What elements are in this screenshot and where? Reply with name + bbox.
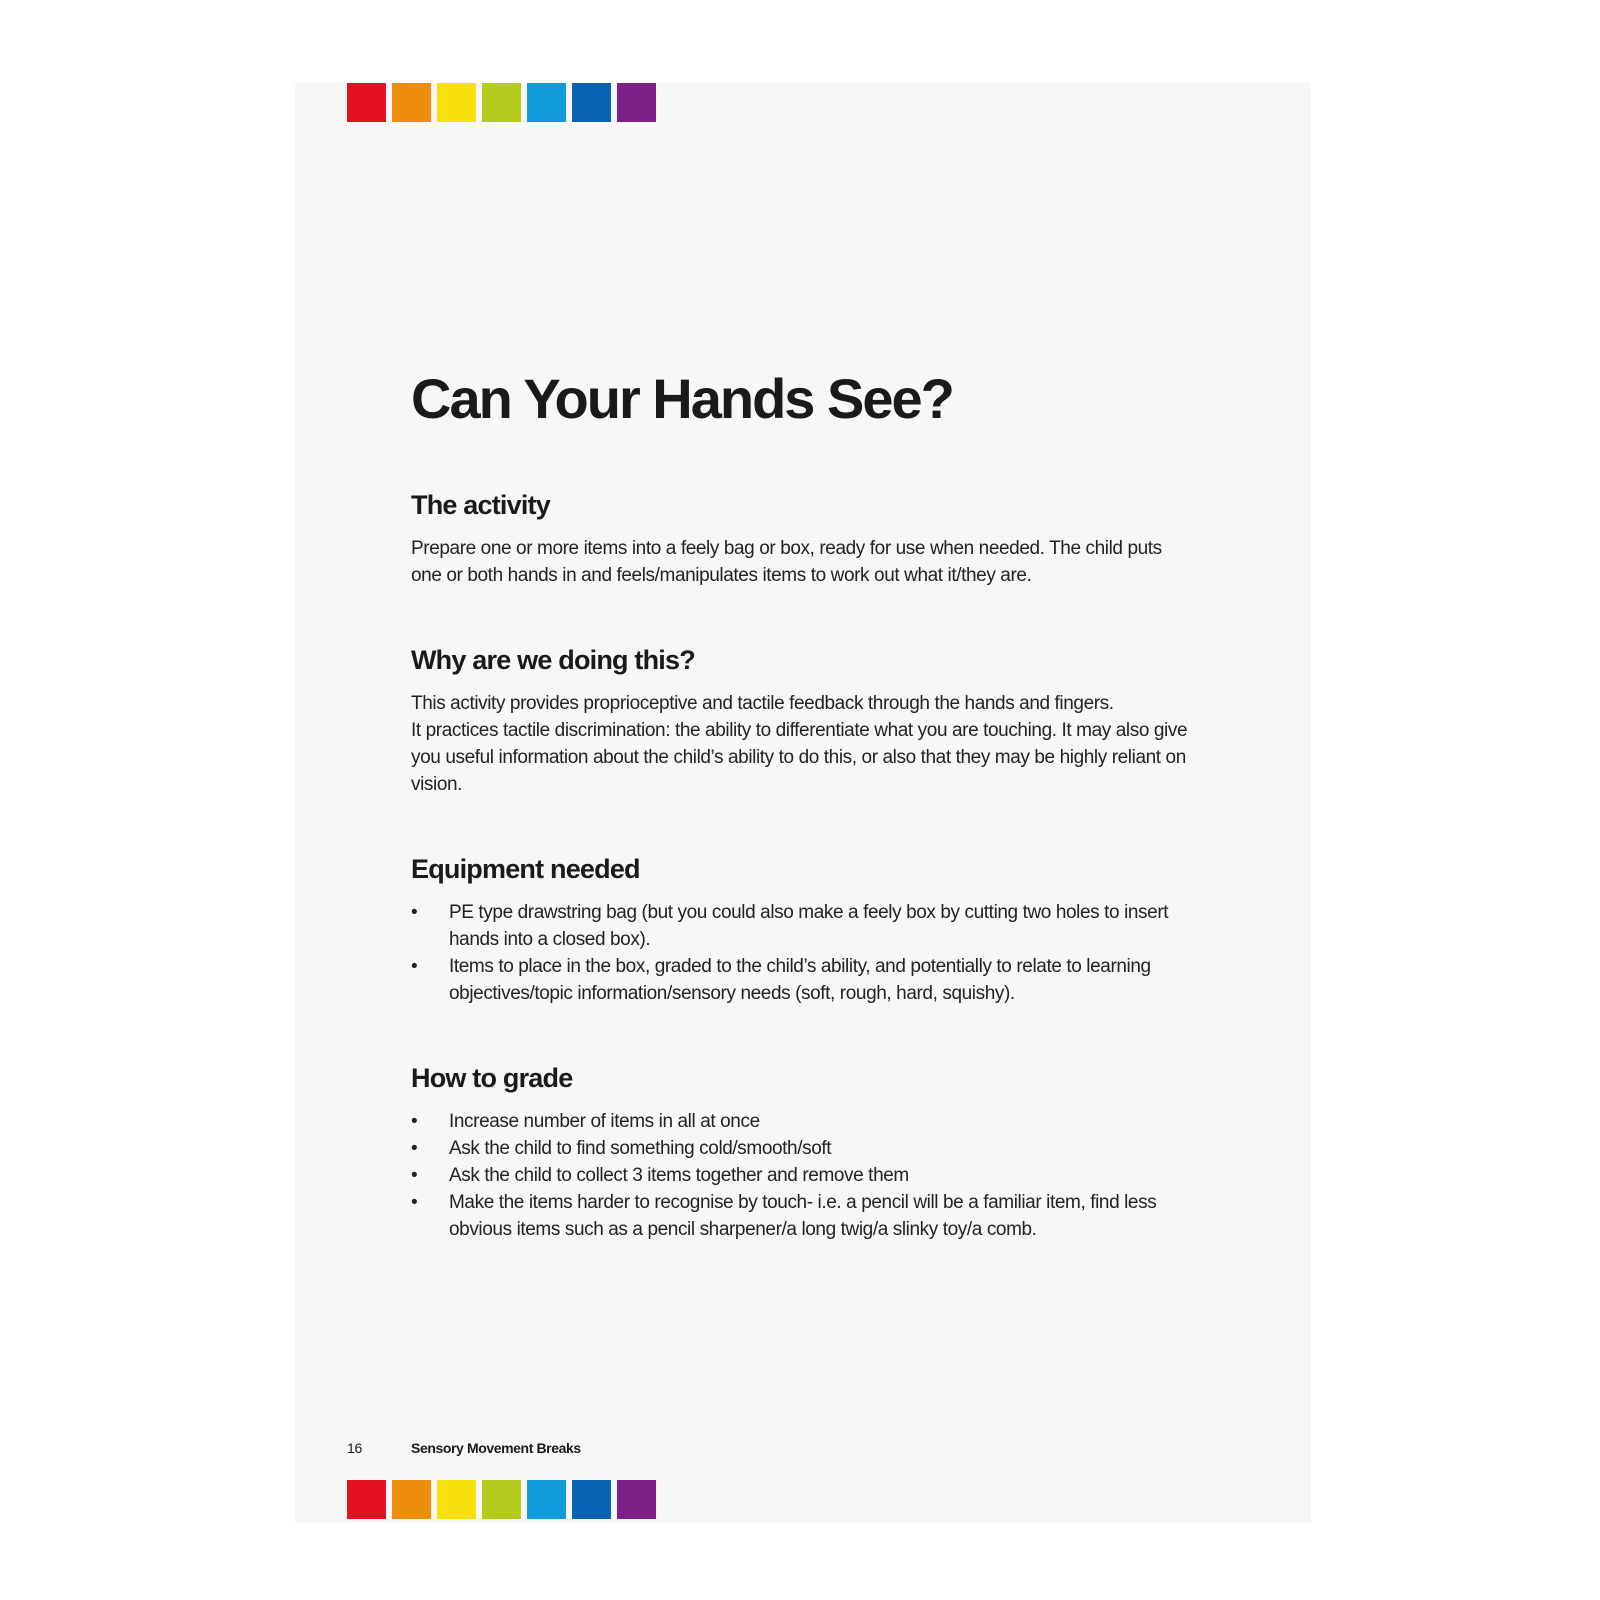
light-blue-swatch	[527, 83, 566, 122]
green-swatch	[482, 83, 521, 122]
red-swatch	[347, 83, 386, 122]
orange-swatch	[392, 1480, 431, 1519]
book-title: Sensory Movement Breaks	[411, 1440, 581, 1456]
blue-swatch	[572, 83, 611, 122]
activity-heading: The activity	[411, 489, 550, 520]
bullet-icon: •	[411, 955, 418, 977]
yellow-swatch	[437, 1480, 476, 1519]
list-item	[411, 899, 1191, 953]
list-item	[411, 1162, 1191, 1189]
bullet-icon: •	[411, 1191, 418, 1213]
equipment-list	[411, 899, 1191, 1007]
bullet-icon: •	[411, 1110, 418, 1132]
activity-text: Prepare one or more items into a feely bag or box, ready for use when needed. The child puts one or both hands in and feels/manipulates items to work out what it/they are.	[411, 537, 1162, 586]
green-swatch	[482, 1480, 521, 1519]
why-heading: Why are we doing this?	[411, 644, 695, 675]
list-item	[411, 953, 1191, 1007]
why-text-line-1: This activity provides proprioceptive and tactile feedback through the hands and fingers.	[411, 692, 1114, 714]
purple-swatch	[617, 83, 656, 122]
grade-heading: How to grade	[411, 1062, 573, 1093]
bullet-icon: •	[411, 1137, 418, 1159]
list-item-text: Ask the child to collect 3 items together and remove them	[449, 1164, 909, 1186]
light-blue-swatch	[527, 1480, 566, 1519]
page-title: Can Your Hands See?	[411, 367, 953, 430]
list-item-text: PE type drawstring bag (but you could also make a feely box by cutting two holes to insert hands into a closed box).	[449, 901, 1169, 950]
page-content	[411, 368, 1191, 1243]
grade-list	[411, 1108, 1191, 1243]
yellow-swatch	[437, 83, 476, 122]
page-footer	[347, 1440, 581, 1456]
list-item-text: Increase number of items in all at once	[449, 1110, 760, 1132]
list-item	[411, 1189, 1191, 1243]
equipment-heading: Equipment needed	[411, 853, 640, 884]
top-color-bar	[347, 83, 656, 122]
orange-swatch	[392, 83, 431, 122]
grade-section	[411, 1061, 1191, 1243]
list-item-text: Make the items harder to recognise by touch- i.e. a pencil will be a familiar item, find less obvious items such as a pencil sharpener/a long twig/a slinky toy/a comb.	[449, 1191, 1157, 1240]
equipment-section	[411, 852, 1191, 1007]
list-item	[411, 1135, 1191, 1162]
bullet-icon: •	[411, 901, 418, 923]
page-number: 16	[347, 1440, 362, 1456]
list-item-text: Items to place in the box, graded to the child’s ability, and potentially to relate to learning objectives/topic information/sensory needs (soft, rough, hard, squishy).	[449, 955, 1151, 1004]
bullet-icon: •	[411, 1164, 418, 1186]
red-swatch	[347, 1480, 386, 1519]
blue-swatch	[572, 1480, 611, 1519]
document-page	[295, 83, 1311, 1523]
list-item	[411, 1108, 1191, 1135]
bottom-color-bar	[347, 1480, 656, 1519]
why-text-line-2: It practices tactile discrimination: the ability to differentiate what you are touching. It may also give you useful information about the child’s ability to do this, or also that they may be highly reliant on vision.	[411, 719, 1188, 795]
purple-swatch	[617, 1480, 656, 1519]
why-section	[411, 643, 1191, 798]
list-item-text: Ask the child to find something cold/smooth/soft	[449, 1137, 832, 1159]
activity-section	[411, 488, 1191, 589]
